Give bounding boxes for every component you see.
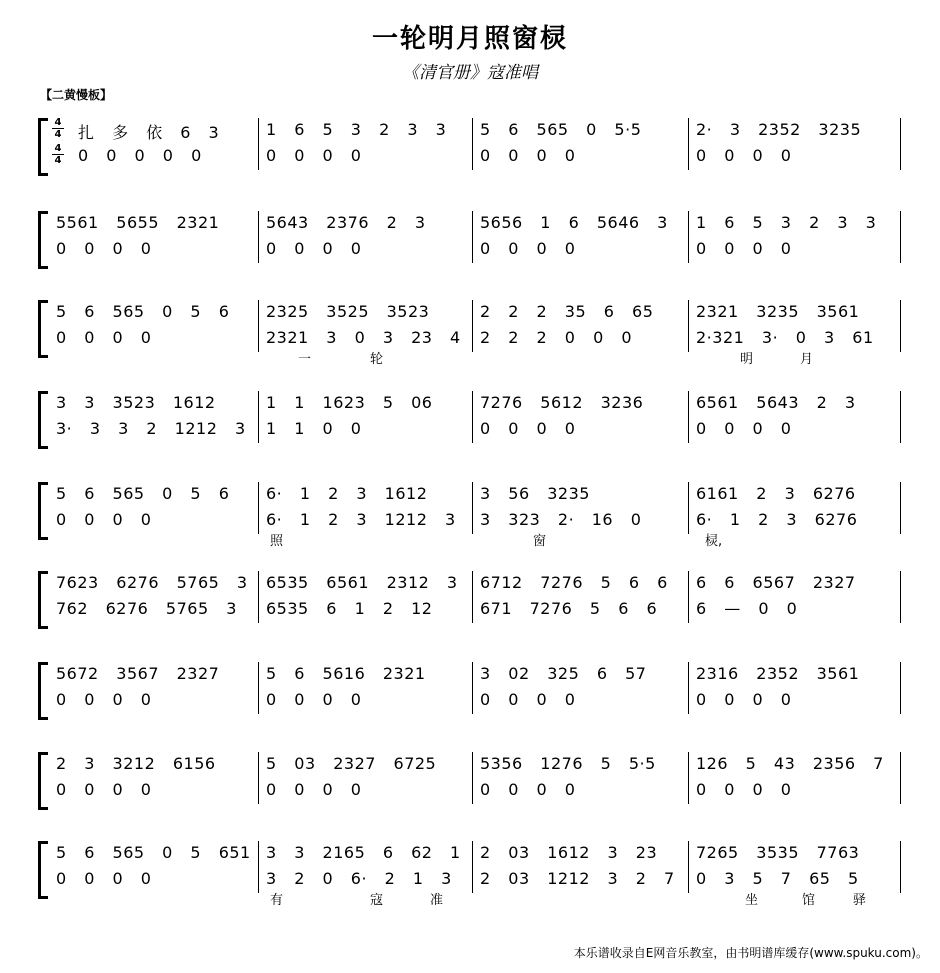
melody-measure <box>258 213 468 233</box>
time-signature <box>52 118 64 139</box>
lyric-char: 明 <box>740 352 754 367</box>
system-bracket <box>38 841 48 899</box>
melody-measure <box>258 393 468 413</box>
vocal-measure <box>472 690 684 710</box>
lyric-char: 坐 <box>745 893 759 908</box>
measure-notes: 2 03 1612 3 23 <box>480 843 658 862</box>
measure-notes: 3 323 2· 16 0 <box>480 510 642 529</box>
vocal-measure <box>688 146 896 166</box>
measure-notes: 0 0 0 0 <box>56 869 152 888</box>
measure-notes: 0 0 0 0 <box>56 690 152 709</box>
measure-notes: 6 — 0 0 <box>696 599 798 618</box>
score-system <box>0 387 940 449</box>
measure-notes: 3· 3 3 2 1212 3 <box>56 419 246 438</box>
system-bracket <box>38 391 48 449</box>
melody-measure <box>472 302 684 322</box>
melody-measure <box>48 302 254 322</box>
lyric-char: 寇 <box>370 893 384 908</box>
measure-notes: 126 5 43 2356 7 <box>696 754 884 773</box>
melody-measure <box>472 213 684 233</box>
measure-notes: 0 3 5 7 65 5 <box>696 869 859 888</box>
score-system <box>0 114 940 176</box>
measure-notes: 7265 3535 7763 <box>696 843 860 862</box>
measure-notes: 762 6276 5765 3 <box>56 599 237 618</box>
melody-measure <box>472 484 684 504</box>
melody-measure <box>472 754 684 774</box>
melody-measure <box>688 754 896 774</box>
vocal-measure <box>258 146 468 166</box>
vocal-measure <box>48 780 254 800</box>
tempo-marking: 【二黄慢板】 <box>40 88 113 102</box>
measure-notes: 6· 1 2 3 1212 3 <box>266 510 456 529</box>
melody-measure <box>258 484 468 504</box>
measure-notes: 扎 多 依 6 3 <box>78 123 220 140</box>
barline <box>900 391 901 443</box>
time-signature-top: 4 <box>54 117 62 128</box>
melody-measure <box>48 754 254 774</box>
measure-notes: 2 2 2 0 0 0 <box>480 328 633 347</box>
vocal-measure <box>472 599 684 619</box>
vocal-measure <box>688 419 896 439</box>
vocal-measure <box>48 328 254 348</box>
melody-measure <box>472 393 684 413</box>
vocal-measure <box>258 780 468 800</box>
melody-measure <box>258 843 468 863</box>
measure-notes: 3 02 325 6 57 <box>480 664 647 683</box>
melody-measure <box>472 664 684 684</box>
melody-measure <box>48 664 254 684</box>
melody-measure <box>472 843 684 863</box>
time-signature-bottom: 4 <box>54 129 62 140</box>
measure-notes: 0 0 0 0 <box>696 690 792 709</box>
measure-notes: 2· 3 2352 3235 <box>696 120 862 139</box>
score-system <box>0 837 940 908</box>
measure-notes: 0 0 0 0 <box>266 690 362 709</box>
system-bracket <box>38 571 48 629</box>
measure-notes: 5561 5655 2321 <box>56 213 220 232</box>
score-system <box>0 207 940 269</box>
melody-measure <box>70 120 254 140</box>
measure-notes: 0 0 0 0 <box>56 510 152 529</box>
measure-notes: 0 0 0 0 <box>480 239 576 258</box>
measure-notes: 3 3 3523 1612 <box>56 393 216 412</box>
vocal-measure <box>472 780 684 800</box>
vocal-measure <box>688 239 896 259</box>
measure-notes: 5672 3567 2327 <box>56 664 220 683</box>
page-title: 一轮明月照窗棂 <box>371 24 568 54</box>
vocal-measure <box>688 690 896 710</box>
barline <box>900 752 901 804</box>
melody-measure <box>258 573 468 593</box>
vocal-measure <box>48 510 254 530</box>
vocal-measure <box>70 146 254 166</box>
lyric-char: 馆 <box>802 893 816 908</box>
measure-notes: 7623 6276 5765 3 <box>56 573 248 592</box>
vocal-measure <box>688 599 896 619</box>
vocal-measure <box>48 419 254 439</box>
melody-measure <box>258 664 468 684</box>
lyric-char: 月 <box>800 352 814 367</box>
measure-notes: 6561 5643 2 3 <box>696 393 856 412</box>
melody-measure <box>688 664 896 684</box>
vocal-measure <box>472 510 684 530</box>
measure-notes: 2321 3235 3561 <box>696 302 860 321</box>
score-system <box>0 748 940 810</box>
lyric-char: 准 <box>430 893 444 908</box>
melody-measure <box>258 754 468 774</box>
score-system <box>0 296 940 367</box>
barline <box>900 662 901 714</box>
measure-notes: 5 6 5616 2321 <box>266 664 426 683</box>
measure-notes: 0 0 0 0 <box>266 780 362 799</box>
vocal-measure <box>258 328 468 348</box>
lyric-char: 棂, <box>705 534 723 549</box>
measure-notes: 5 03 2327 6725 <box>266 754 437 773</box>
measure-notes: 6· 1 2 3 6276 <box>696 510 858 529</box>
melody-measure <box>688 120 896 140</box>
vocal-measure <box>258 599 468 619</box>
melody-measure <box>258 302 468 322</box>
lyric-char: 照 <box>270 534 284 549</box>
measure-notes: 0 0 0 0 <box>480 146 576 165</box>
system-bracket <box>38 662 48 720</box>
barline <box>900 211 901 263</box>
vocal-measure <box>258 510 468 530</box>
system-bracket <box>38 752 48 810</box>
measure-notes: 2321 3 0 3 23 4 <box>266 328 461 347</box>
measure-notes: 6535 6 1 2 12 <box>266 599 433 618</box>
system-bracket <box>38 211 48 269</box>
measure-notes: 2325 3525 3523 <box>266 302 430 321</box>
vocal-measure <box>472 869 684 889</box>
vocal-measure <box>258 869 468 889</box>
melody-measure <box>48 213 254 233</box>
vocal-measure <box>688 328 896 348</box>
measure-notes: 1 1 0 0 <box>266 419 362 438</box>
measure-notes: 2316 2352 3561 <box>696 664 860 683</box>
score-system <box>0 567 940 629</box>
measure-notes: 0 0 0 0 <box>696 239 792 258</box>
measure-notes: 2 03 1212 3 2 7 <box>480 869 675 888</box>
measure-notes: 6712 7276 5 6 6 <box>480 573 668 592</box>
vocal-measure <box>472 146 684 166</box>
score-system <box>0 658 940 720</box>
measure-notes: 5643 2376 2 3 <box>266 213 426 232</box>
vocal-measure <box>472 239 684 259</box>
vocal-measure <box>48 690 254 710</box>
vocal-measure <box>48 239 254 259</box>
measure-notes: 1 1 1623 5 06 <box>266 393 433 412</box>
measure-notes: 5 6 565 0 5 6 <box>56 302 230 321</box>
vocal-measure <box>472 328 684 348</box>
measure-notes: 3 56 3235 <box>480 484 590 503</box>
measure-notes: 0 0 0 0 <box>480 780 576 799</box>
measure-notes: 1 6 5 3 2 3 3 <box>696 213 877 232</box>
vocal-measure <box>48 869 254 889</box>
system-bracket <box>38 482 48 540</box>
measure-notes: 0 0 0 0 <box>696 146 792 165</box>
measure-notes: 0 0 0 0 <box>56 780 152 799</box>
melody-measure <box>48 484 254 504</box>
measure-notes: 2 2 2 35 6 65 <box>480 302 654 321</box>
measure-notes: 5 6 565 0 5·5 <box>480 120 642 139</box>
measure-notes: 0 0 0 0 0 <box>78 146 202 165</box>
measure-notes: 5 6 565 0 5 6 <box>56 484 230 503</box>
melody-measure <box>688 302 896 322</box>
lyric-char: 窗 <box>533 534 547 549</box>
melody-measure <box>472 120 684 140</box>
measure-notes: 671 7276 5 6 6 <box>480 599 658 618</box>
vocal-measure <box>258 239 468 259</box>
time-signature-bottom: 4 <box>54 155 62 166</box>
measure-notes: 0 0 0 0 <box>696 419 792 438</box>
measure-notes: 2·321 3· 0 3 61 <box>696 328 874 347</box>
system-bracket <box>38 118 48 176</box>
vocal-measure <box>688 780 896 800</box>
time-signature-top: 4 <box>54 143 62 154</box>
measure-notes: 5 6 565 0 5 651 <box>56 843 251 862</box>
melody-measure <box>688 573 896 593</box>
score-system <box>0 478 940 549</box>
vocal-measure <box>48 599 254 619</box>
melody-measure <box>48 393 254 413</box>
melody-measure <box>688 484 896 504</box>
measure-notes: 3 3 2165 6 62 1 <box>266 843 461 862</box>
measure-notes: 0 0 0 0 <box>266 146 362 165</box>
melody-measure <box>688 843 896 863</box>
vocal-measure <box>472 419 684 439</box>
measure-notes: 0 0 0 0 <box>56 328 152 347</box>
lyric-char: 有 <box>270 893 284 908</box>
measure-notes: 3 2 0 6· 2 1 3 <box>266 869 452 888</box>
measure-notes: 6161 2 3 6276 <box>696 484 856 503</box>
measure-notes: 5656 1 6 5646 3 <box>480 213 668 232</box>
time-signature <box>52 144 64 165</box>
measure-notes: 6 6 6567 2327 <box>696 573 856 592</box>
lyric-char: 轮 <box>370 352 384 367</box>
vocal-measure <box>258 419 468 439</box>
barline <box>900 841 901 893</box>
melody-measure <box>688 213 896 233</box>
measure-notes: 1 6 5 3 2 3 3 <box>266 120 447 139</box>
lyric-char: 驿 <box>853 893 867 908</box>
measure-notes: 0 0 0 0 <box>56 239 152 258</box>
melody-measure <box>688 393 896 413</box>
measure-notes: 0 0 0 0 <box>266 239 362 258</box>
melody-measure <box>258 120 468 140</box>
measure-notes: 5356 1276 5 5·5 <box>480 754 656 773</box>
measure-notes: 6535 6561 2312 3 <box>266 573 458 592</box>
barline <box>900 300 901 352</box>
measure-notes: 0 0 0 0 <box>480 419 576 438</box>
barline <box>900 482 901 534</box>
subtitle: 《清官册》寇准唱 <box>402 63 538 83</box>
measure-notes: 6· 1 2 3 1612 <box>266 484 428 503</box>
barline <box>900 118 901 170</box>
barline <box>900 571 901 623</box>
melody-measure <box>48 573 254 593</box>
vocal-measure <box>688 869 896 889</box>
melody-measure <box>48 843 254 863</box>
lyric-char: 一 <box>298 352 312 367</box>
measure-notes: 7276 5612 3236 <box>480 393 644 412</box>
measure-notes: 0 0 0 0 <box>480 690 576 709</box>
system-bracket <box>38 300 48 358</box>
measure-notes: 0 0 0 0 <box>696 780 792 799</box>
footer-source-note: 本乐谱收录自E网音乐教室，由书明谱库缓存(www.spuku.com)。 <box>573 946 928 960</box>
melody-measure <box>472 573 684 593</box>
measure-notes: 2 3 3212 6156 <box>56 754 216 773</box>
vocal-measure <box>688 510 896 530</box>
vocal-measure <box>258 690 468 710</box>
